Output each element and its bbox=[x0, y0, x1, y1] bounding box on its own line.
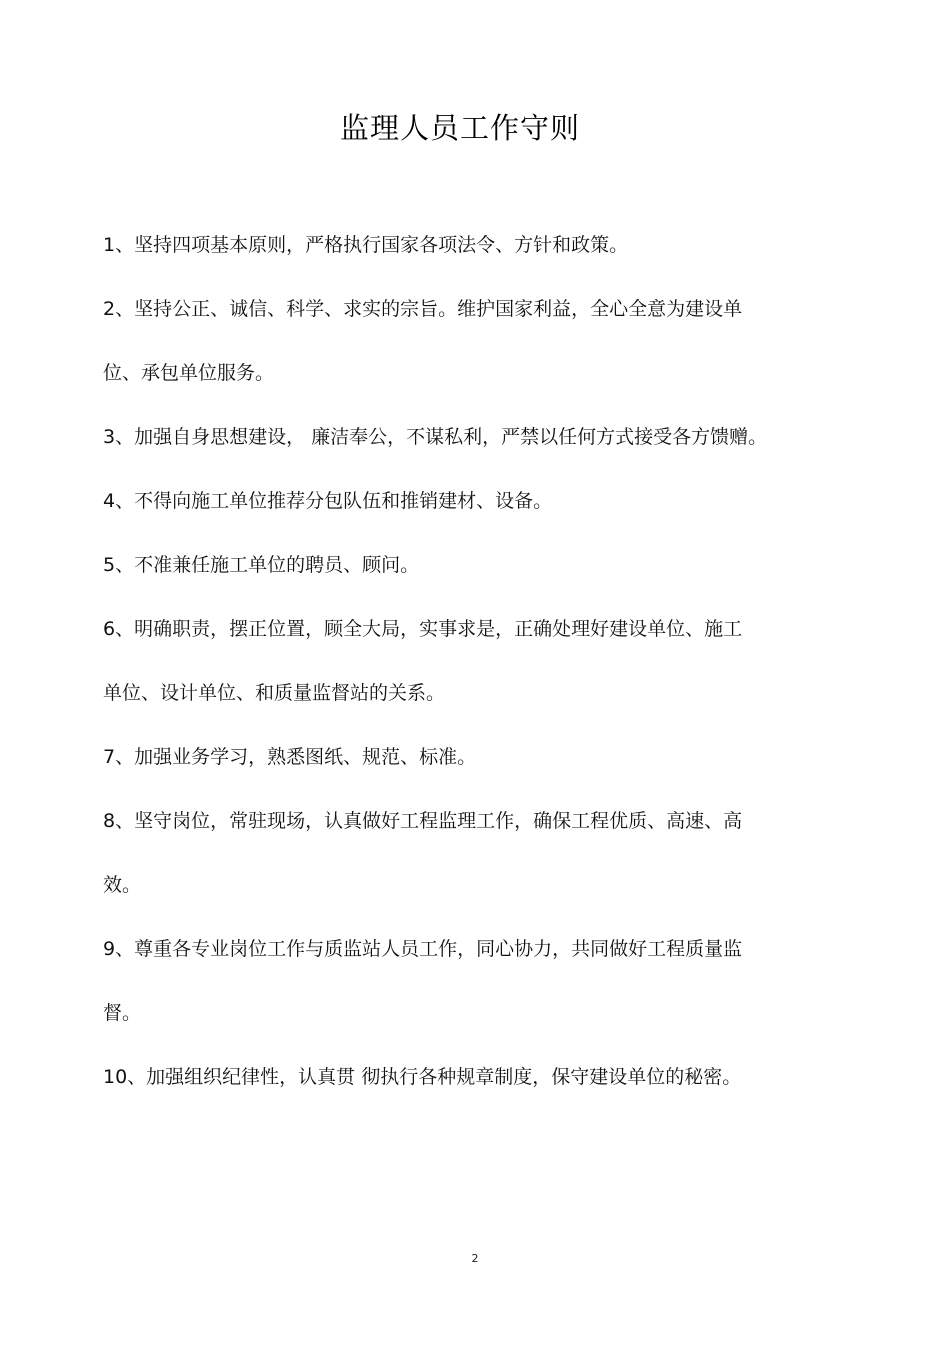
rule-line-10: 10、加强组织纪律性，认真贯 彻执行各种规章制度，保守建设单位的秘密。 bbox=[103, 1066, 742, 1088]
rule-line-9-continued: 督。 bbox=[103, 1002, 142, 1024]
document-title: 监理人员工作守则 bbox=[339, 111, 580, 145]
rule-line-6: 6、明确职责，摆正位置，顾全大局，实事求是，正确处理好建设单位、施工 bbox=[103, 618, 743, 640]
rule-line-1: 1、坚持四项基本原则，严格执行国家各项法令、方针和政策。 bbox=[103, 234, 629, 256]
rules-list bbox=[103, 224, 823, 1120]
rule-line-5: 5、不准兼任施工单位的聘员、顾问。 bbox=[103, 554, 420, 576]
rule-line-4: 4、不得向施工单位推荐分包队伍和推销建材、设备。 bbox=[103, 490, 553, 512]
rule-line-9: 9、尊重各专业岗位工作与质监站人员工作，同心协力，共同做好工程质量监 bbox=[103, 938, 743, 960]
page-number: 2 bbox=[471, 1252, 479, 1265]
rule-line-7: 7、加强业务学习，熟悉图纸、规范、标准。 bbox=[103, 746, 477, 768]
rule-line-6-continued: 单位、设计单位、和质量监督站的关系。 bbox=[103, 682, 446, 704]
rule-line-2: 2、坚持公正、诚信、科学、求实的宗旨。维护国家利益，全心全意为建设单 bbox=[103, 298, 743, 320]
rule-line-8: 8、坚守岗位，常驻现场，认真做好工程监理工作，确保工程优质、高速、高 bbox=[103, 810, 743, 832]
rule-line-3: 3、加强自身思想建设， 廉洁奉公，不谋私利，严禁以任何方式接受各方馈赠。 bbox=[103, 426, 768, 448]
rule-line-8-continued: 效。 bbox=[103, 874, 142, 896]
rule-line-2-continued: 位、承包单位服务。 bbox=[103, 362, 275, 384]
